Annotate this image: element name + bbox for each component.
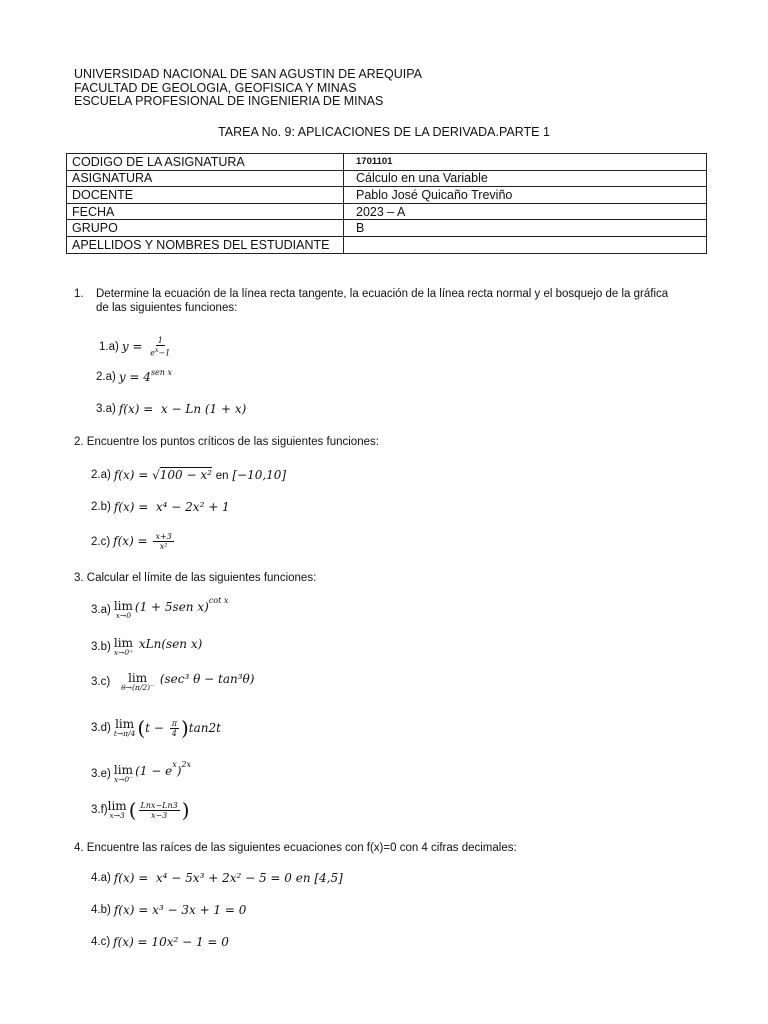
table-row [67, 187, 707, 204]
item-3a-first [96, 402, 246, 416]
item-2b [91, 500, 230, 514]
question-1-text: Determine la ecuación de la línea recta tangente, la ecuación de la línea recta normal y el bosquejo de la gráfica [96, 288, 669, 300]
math-expression: lim θ→(π/2)⁻ (sec³ θ − tan³θ) [121, 671, 255, 692]
info-table [66, 153, 707, 254]
item-label: 1.a) [99, 340, 119, 353]
math-expression: f(x) = 10x² − 1 = 0 [113, 935, 229, 949]
item-3f [91, 800, 190, 820]
math-expression: f(x) = x³ − 3x + 1 = 0 [113, 903, 247, 917]
item-label: 2.c) [91, 535, 111, 548]
question-4: 4. Encuentre las raíces de las siguientes ecuaciones con f(x)=0 con 4 cifras decimales: [74, 842, 517, 854]
item-3d [91, 718, 221, 738]
item-3b [91, 637, 202, 657]
item-4c [91, 935, 229, 949]
question-1-number: 1. [74, 288, 84, 300]
university-name: UNIVERSIDAD NACIONAL DE SAN AGUSTIN DE AREQUIPA [74, 67, 422, 81]
table-row [67, 220, 707, 237]
item-label: 3.d) [91, 722, 111, 734]
item-2a [91, 468, 286, 482]
table-key: GRUPO [67, 220, 344, 237]
item-label: 3.b) [91, 641, 111, 653]
table-key: FECHA [67, 203, 344, 220]
math-expression: f(x) = x⁴ − 2x² + 1 [113, 500, 230, 514]
student-name-field[interactable] [344, 236, 707, 253]
math-expression: $y = 4^{sen x}$ [118, 368, 172, 384]
item-label: 2.b) [91, 501, 111, 513]
item-4b [91, 903, 246, 917]
math-expression: lim x→0 (1 + 5 sen x ) cot x [113, 596, 229, 620]
question-1 [74, 286, 668, 302]
item-label: 3.c) [91, 676, 111, 688]
math-expression: f(x) = x⁴ − 5x³ + 2x² − 5 = 0 en [4,5] [113, 871, 343, 885]
item-label: 4.c) [91, 936, 111, 948]
table-value: Cálculo en una Variable [344, 170, 707, 187]
table-key: CODIGO DE LA ASIGNATURA [67, 154, 344, 171]
item-3c [91, 672, 254, 692]
header-block [74, 68, 422, 109]
table-row [67, 236, 707, 253]
table-value: B [344, 220, 707, 237]
math-expression: y = $\frac{1}{e^x-1}$ [121, 336, 171, 358]
item-3e [91, 760, 191, 784]
item-label: 3.a) [91, 604, 111, 616]
math-expression: f(x) = x − Ln (1 + x) [118, 402, 247, 416]
table-key: DOCENTE [67, 187, 344, 204]
faculty-name: FACULTAD DE GEOLOGIA, GEOFISICA Y MINAS [74, 80, 357, 95]
table-key: ASIGNATURA [67, 170, 344, 187]
item-label: 2.a) [91, 469, 111, 481]
question-2: 2. Encuentre los puntos críticos de las siguientes funciones: [74, 436, 379, 448]
item-3a [91, 596, 229, 620]
table-value: Pablo José Quicaño Treviño [344, 187, 707, 204]
table-row [67, 170, 707, 187]
table-row [67, 203, 707, 220]
item-label: 3.e) [91, 768, 111, 780]
item-label: 3.a) [96, 403, 116, 415]
math-expression: lim x→0⁻ (1 − e x ) 2x [113, 760, 191, 784]
math-expression: f(x) = $\frac{x+3}{\text{x²}}$ [113, 532, 172, 551]
table-key: APELLIDOS Y NOMBRES DEL ESTUDIANTE [67, 236, 344, 253]
math-expression: lim t→π/4 ( t − $\frac{\pi}{4}$ ) tan2t [113, 716, 221, 740]
item-label: 4.b) [91, 904, 111, 916]
school-name: ESCUELA PROFESIONAL DE INGENIERIA DE MINAS [74, 94, 384, 108]
table-value: 1701101 [344, 154, 707, 171]
item-1a [99, 336, 174, 358]
item-label: 2.a) [96, 371, 116, 383]
question-3: 3. Calcular el límite de las siguientes funciones: [74, 572, 317, 584]
item-2c [91, 532, 176, 551]
assignment-title: TAREA No. 9: APLICACIONES DE LA DERIVADA.PARTE 1 [218, 125, 550, 139]
item-label: 4.a) [91, 872, 111, 884]
math-expression: f(x) = √100 − x² en [−10,10] [113, 468, 287, 482]
table-row [67, 154, 707, 171]
math-expression: lim x→3 ( $\frac{\text{Lnx−Ln3}}{x-3}$ ) [107, 798, 190, 822]
question-1-text-continued: de las siguientes funciones: [96, 302, 238, 314]
item-2a-first [96, 370, 172, 384]
item-4a [91, 871, 343, 885]
math-expression: lim x→0⁺ xLn(sen x) [113, 636, 203, 657]
item-label: 3.f) [91, 804, 108, 816]
table-value: 2023 – A [344, 203, 707, 220]
